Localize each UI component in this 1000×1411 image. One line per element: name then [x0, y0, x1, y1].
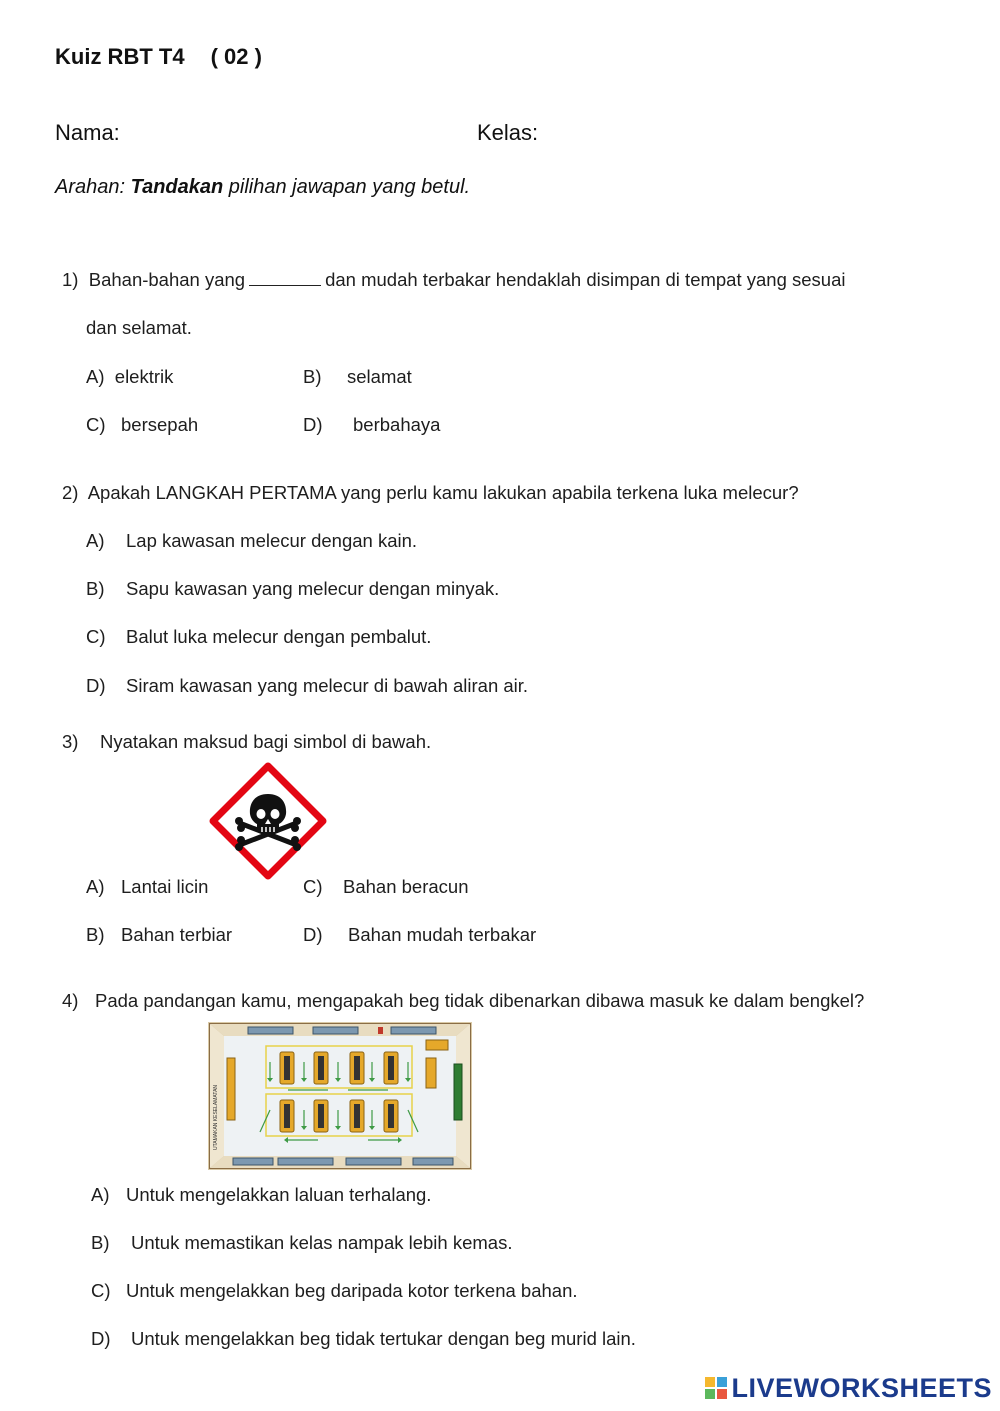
option-label: A) — [86, 366, 105, 387]
quiz-title-text: Kuiz RBT T4 — [55, 44, 185, 69]
option-4a[interactable] — [91, 1184, 431, 1206]
question-2 — [62, 482, 799, 504]
instruction-suffix: pilihan jawapan yang betul. — [223, 176, 471, 198]
skull-crossbones-icon — [209, 762, 327, 880]
option-1b[interactable] — [303, 366, 412, 388]
option-text: Bahan beracun — [343, 876, 469, 897]
option-text: elektrik — [114, 366, 174, 387]
option-3b[interactable] — [86, 924, 232, 946]
question-number: 4) — [62, 990, 79, 1011]
option-label: D) — [86, 675, 106, 696]
option-1d[interactable] — [303, 414, 440, 436]
option-2d[interactable] — [86, 675, 528, 697]
option-text: Balut luka melecur dengan pembalut. — [126, 626, 432, 647]
question-text: Nyatakan maksud bagi simbol di bawah. — [100, 731, 432, 752]
workshop-floorplan-icon — [208, 1022, 472, 1170]
option-text: Bahan mudah terbakar — [348, 924, 537, 945]
question-1 — [62, 269, 845, 291]
option-1c[interactable] — [86, 414, 198, 436]
option-label: B) — [86, 924, 105, 945]
question-number: 2) — [62, 482, 79, 503]
instruction — [55, 176, 470, 199]
liveworksheets-brand: LIVEWORKSHEETS — [731, 1372, 992, 1403]
option-4c[interactable] — [91, 1280, 578, 1302]
question-text: Pada pandangan kamu, mengapakah beg tidak dibenarkan dibawa masuk ke dalam bengkel? — [95, 990, 865, 1011]
question-3 — [62, 731, 431, 753]
option-text: Sapu kawasan yang melecur dengan minyak. — [126, 578, 500, 599]
instruction-prefix: Arahan: — [55, 176, 131, 198]
option-4d[interactable] — [91, 1328, 636, 1350]
question-text: Apakah LANGKAH PERTAMA yang perlu kamu lakukan apabila terkena luka melecur? — [87, 482, 799, 503]
option-3a[interactable] — [86, 876, 208, 898]
instruction-bold: Tandakan — [130, 176, 224, 198]
toxic-hazard-symbol — [209, 762, 327, 880]
option-label: C) — [91, 1280, 111, 1301]
option-text: berbahaya — [353, 414, 441, 435]
class-label: Kelas: — [477, 120, 539, 145]
option-label: B) — [86, 578, 105, 599]
option-label: D) — [91, 1328, 111, 1349]
option-label: B) — [91, 1232, 110, 1253]
answer-blank — [249, 271, 321, 286]
option-text: Untuk mengelakkan beg daripada kotor terkena bahan. — [126, 1280, 578, 1301]
option-label: D) — [303, 414, 323, 435]
question-1-line2: dan selamat. — [86, 317, 192, 338]
question-number: 3) — [62, 731, 79, 752]
option-label: A) — [91, 1184, 110, 1205]
question-text-before: Bahan-bahan yang — [88, 269, 246, 290]
option-label: B) — [303, 366, 322, 387]
option-text: Untuk mengelakkan laluan terhalang. — [126, 1184, 432, 1205]
option-text: Lap kawasan melecur dengan kain. — [126, 530, 418, 551]
liveworksheets-logo[interactable] — [704, 1373, 992, 1403]
option-label: C) — [86, 414, 106, 435]
quiz-title — [55, 44, 262, 70]
option-text: Bahan terbiar — [121, 924, 233, 945]
option-3c[interactable] — [303, 876, 469, 898]
option-3d[interactable] — [303, 924, 536, 946]
option-text: selamat — [347, 366, 412, 387]
option-text: Untuk mengelakkan beg tidak tertukar dengan beg murid lain. — [131, 1328, 636, 1349]
question-number: 1) — [62, 269, 79, 290]
option-text: bersepah — [121, 414, 199, 435]
option-label: A) — [86, 530, 105, 551]
workshop-layout-illustration — [208, 1022, 472, 1170]
name-label: Nama: — [55, 120, 120, 145]
option-label: C) — [86, 626, 106, 647]
option-2b[interactable] — [86, 578, 499, 600]
option-label: D) — [303, 924, 323, 945]
option-label: C) — [303, 876, 323, 897]
wall-banner-text: UTAMAKAN KESELAMATAN — [213, 1084, 219, 1150]
quiz-code: ( 02 ) — [210, 44, 262, 69]
question-4 — [62, 990, 864, 1012]
option-2a[interactable] — [86, 530, 417, 552]
option-text: Untuk memastikan kelas nampak lebih kemas. — [131, 1232, 513, 1253]
option-4b[interactable] — [91, 1232, 512, 1254]
question-text-after: dan mudah terbakar hendaklah disimpan di tempat yang sesuai — [325, 269, 846, 290]
option-label: A) — [86, 876, 105, 897]
liveworksheets-grid-icon — [704, 1376, 728, 1400]
option-text: Siram kawasan yang melecur di bawah aliran air. — [126, 675, 529, 696]
option-1a[interactable] — [86, 366, 173, 388]
option-2c[interactable] — [86, 626, 431, 648]
option-text: Lantai licin — [121, 876, 209, 897]
